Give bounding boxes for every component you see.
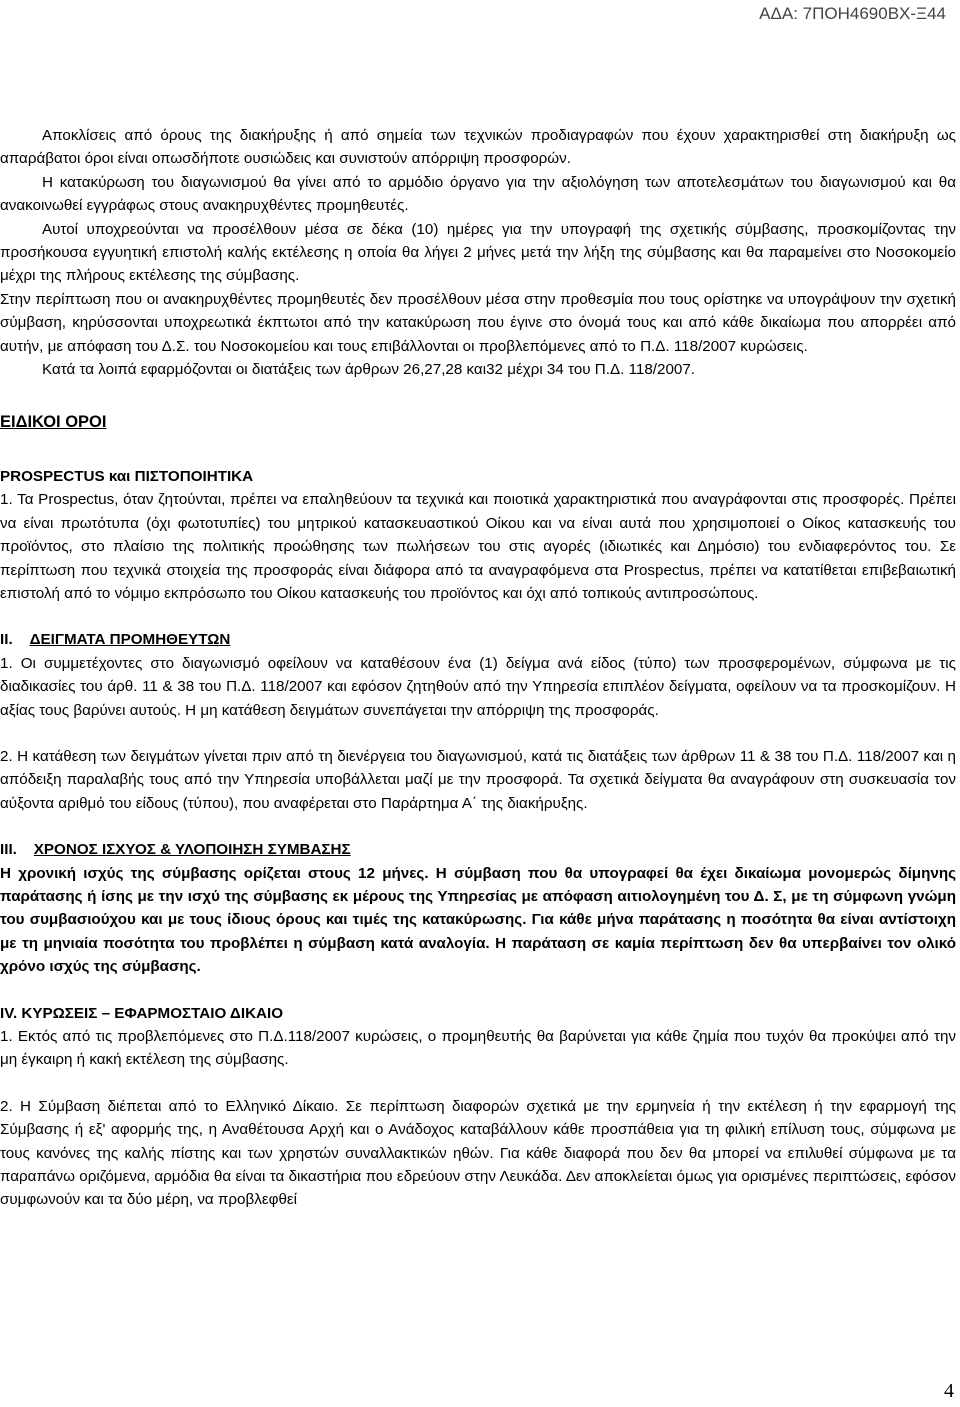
- section-2-number: II.: [0, 631, 13, 649]
- intro-paragraph-4: Στην περίπτωση που οι ανακηρυχθέντες προμηθευτές δεν προσέλθουν μέσα στην προθεσμία που τους ορίστηκε να υπογράψουν την σχετική σύμβαση, κηρύσσονται υποχρεωτικά έκπτωτοι από την κατακύρωση που έγινε στο όνομά τους και από κάθε δικαίωμα που απορρέει από αυτήν, με απόφαση του Δ.Σ. του Νοσοκομείου και τους επιβάλλονται οι προβλεπόμενες από το Π.Δ. 118/2007 κυρώσεις.: [0, 290, 956, 355]
- intro-paragraph-1: Αποκλίσεις από όρους της διακήρυξης ή από σημεία των τεχνικών προδιαγραφών που έχουν χαρακτηρισθεί στη διακήρυξη ως απαράβατοι όροι είναι οπωσδήποτε ουσιώδεις και συνιστούν απόρριψη προσφορών.: [0, 127, 956, 168]
- section-2-heading: [0, 628, 956, 651]
- section-3-heading: [0, 838, 956, 861]
- intro-paragraph-3: Αυτοί υποχρεούνται να προσέλθουν μέσα σε δέκα (10) ημέρες για την υπογραφή της σχετικής σύμβασης, προσκομίζοντας την προσήκουσα εγγυητική επιστολή καλής εκτέλεσης η οποία θα λήγει 2 μήνες μετά την λήξη της σύμβασης και θα παραμείνει στο Νοσοκομείο μέχρι της πλήρους εκτέλεσης της σύμβασης.: [0, 220, 956, 285]
- section-2-title: ΔΕΙΓΜΑΤΑ ΠΡΟΜΗΘΕΥΤΩΝ: [29, 631, 231, 649]
- ada-code: ΑΔΑ: 7ΠΟΗ4690ΒΧ-Ξ44: [759, 4, 946, 23]
- prospectus-heading: PROSPECTUS και ΠΙΣΤΟΠΟΙΗΤΙΚΑ: [0, 467, 254, 485]
- prospectus-paragraph-1: 1. Τα Prospectus, όταν ζητούνται, πρέπει να επαληθεύουν τα τεχνικά και ποιοτικά χαρακτηριστικά που αναγράφονται στις προσφορές. Πρέπει να είναι πρωτότυπα (όχι φωτοτυπίες) του μητρικού κατασκευαστικού Οίκου και να είναι αυτά που χρησιμοποιεί ο Οίκος κατασκευής του προϊόντος, στο πλαίσιο της πολιτικής προώθησης των πωλήσεων του στις αγορές (ιδιωτικές και Δημόσιο) του ενδιαφερόντος του. Σε περίπτωση που τεχνικά στοιχεία της προσφοράς είναι διάφορα από τα αναγραφόμενα στα Prospectus, πρέπει να κατατίθεται επιβεβαιωτική επιστολή από το νόμιμο εκπρόσωπο του Οίκου κατασκευής του προϊόντος και όχι από τοπικούς αντιπροσώπους.: [0, 491, 956, 602]
- section-3-paragraph-1: Η χρονική ισχύς της σύμβασης ορίζεται στους 12 μήνες. Η σύμβαση που θα υπογραφεί θα έχει δικαίωμα μονομερώς δίμηνης παράτασης ή ίσης με την ισχύ της σύμβασης εκ μέρους της Υπηρεσίας με απόφαση αιτιολογημένη του Δ. Σ, με τη σύμφωνη γνώμη του συμβασιούχου και με τους ίδιους όρους και τιμές της κατακύρωσης. Για κάθε μήνα παράτασης η ποσότητα θα είναι αντίστοιχη με τη μηνιαία ποσότητα του προβλέπει η σύμβαση κατά αναλογία. Η παράταση σε καμία περίπτωση δεν θα υπερβαίνει τον ολικό χρόνο ισχύς της σύμβασης.: [0, 864, 956, 976]
- intro-paragraph-5: Κατά τα λοιπά εφαρμόζονται οι διατάξεις των άρθρων 26,27,28 και32 μέχρι 34 του Π.Δ. 118/2007.: [42, 361, 695, 379]
- section-4-heading: IV. ΚΥΡΩΣΕΙΣ – ΕΦΑΡΜΟΣΤΑΙΟ ΔΙΚΑΙΟ: [0, 1004, 284, 1022]
- section-3-title: ΧΡΟΝΟΣ ΙΣΧΥΟΣ & ΥΛΟΠΟΙΗΣΗ ΣΥΜΒΑΣΗΣ: [33, 841, 351, 859]
- section-4-paragraph-1: 1. Εκτός από τις προβλεπόμενες στο Π.Δ.118/2007 κυρώσεις, ο προμηθευτής θα βαρύνεται για κάθε ζημία που τυχόν θα προκύψει από την μη έγκαιρη ή κακή εκτέλεση της σύμβασης.: [0, 1028, 956, 1069]
- page-number: 4: [944, 1380, 954, 1402]
- section-3-number: III.: [0, 841, 17, 859]
- special-terms-heading: ΕΙΔΙΚΟΙ ΟΡΟΙ: [0, 413, 107, 432]
- document-body: [0, 124, 956, 1212]
- intro-paragraph-2: Η κατακύρωση του διαγωνισμού θα γίνει από το αρμόδιο όργανο για την αξιολόγηση των αποτελεσμάτων του διαγωνισμού και θα ανακοινωθεί εγγράφως στους ανακηρυχθέντες προμηθευτές.: [0, 173, 956, 215]
- section-4-paragraph-2: 2. Η Σύμβαση διέπεται από το Ελληνικό Δίκαιο. Σε περίπτωση διαφορών σχετικά με την ερμηνεία ή την εκτέλεση ή την εφαρμογή της Σύμβασης ή εξ' αφορμής της, η Αναθέτουσα Αρχή και ο Ανάδοχος καταβάλλουν κάθε προσπάθεια για τη φιλική επίλυση τους, σύμφωνα με τους κανόνες της καλής πίστης και των χρηστών συναλλακτικών ηθών. Για κάθε διαφορά που δεν θα μπορεί να επιλυθεί σύμφωνα με τα παραπάνω οριζόμενα, αρμόδια θα είναι τα δικαστήρια που εδρεύουν στην Λευκάδα. Δεν αποκλείεται όμως για ορισμένες περιπτώσεις, εφόσον συμφωνούν και τα δύο μέρη, να προβλεφθεί: [0, 1097, 956, 1209]
- section-2-paragraph-2: 2. Η κατάθεση των δειγμάτων γίνεται πριν από τη διενέργεια του διαγωνισμού, κατά τις διατάξεις των άρθρων 11 & 38 του Π.Δ. 118/2007 και η απόδειξη παραλαβής τους από την Υπηρεσία υποβάλλεται μαζί με την προσφορά. Τα σχετικά δείγματα θα αναγράφουν στη συσκευασία τον αύξοντα αριθμό του είδους (τύπου), που αναφέρεται στο Παράρτημα Α΄ της διακήρυξης.: [0, 747, 956, 812]
- section-2-paragraph-1: 1. Οι συμμετέχοντες στο διαγωνισμό οφείλουν να καταθέσουν ένα (1) δείγμα ανά είδος (τύπο) των προσφερομένων, σύμφωνα με τις διαδικασίες του άρθ. 11 & 38 του Π.Δ. 118/2007 και εφόσον ζητηθούν από την Υπηρεσία επιπλέον δείγματα, οφείλουν να τα προσκομίζουν. Η αξίας τους βαρύνει αυτούς. Η μη κατάθεση δειγμάτων συνεπάγεται την απόρριψη της προσφοράς.: [0, 654, 956, 719]
